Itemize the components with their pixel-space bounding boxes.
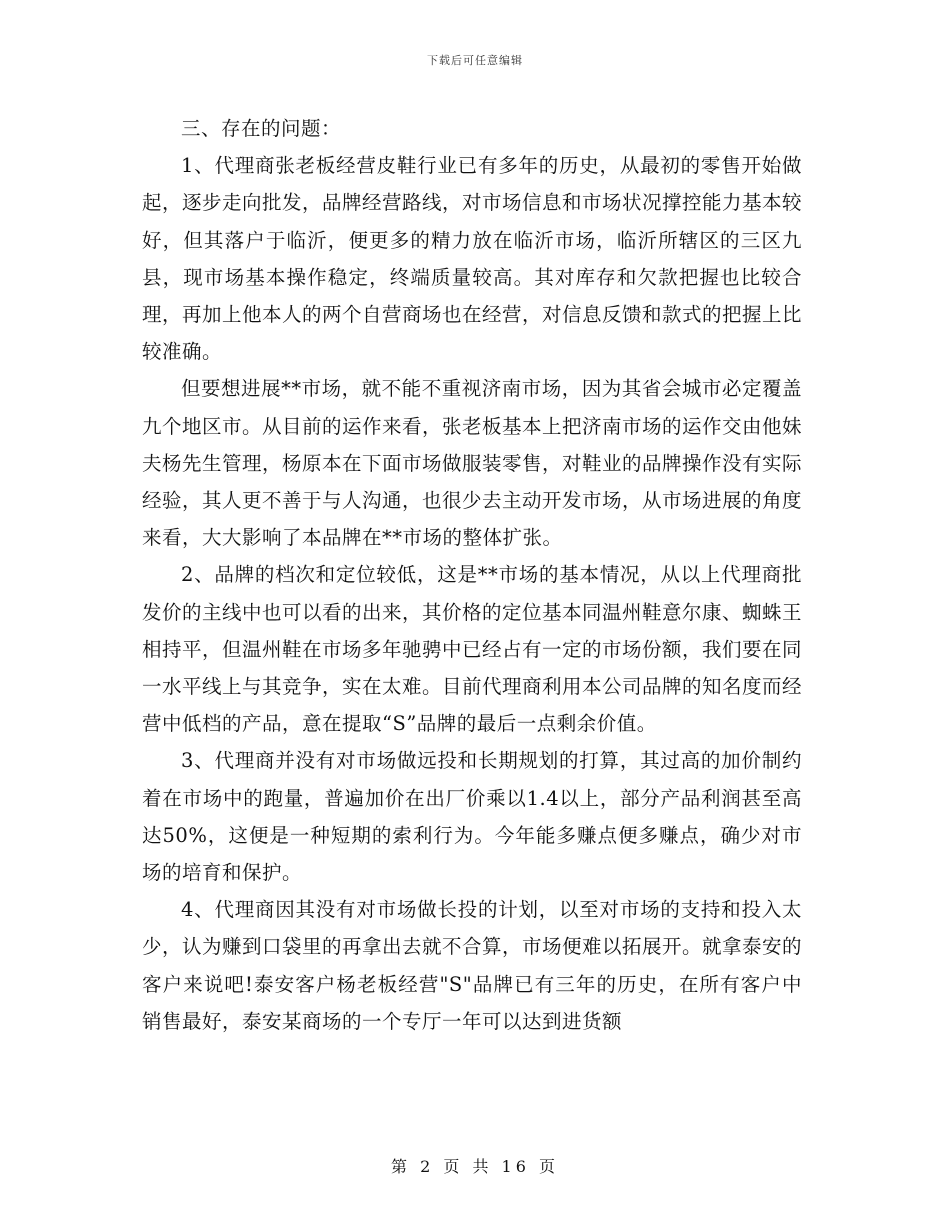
paragraph-5: 4、代理商因其没有对市场做长投的计划，以至对市场的支持和投入太少，认为赚到口袋里的再拿出去就不合算，市场便难以拓展开。就拿泰安的客户来说吧!泰安客户杨老板经营"S"品牌已有三年的历史，在所有客户中销售最好，泰安某商场的一个专厅一年可以达到进货额: [142, 898, 803, 1033]
section-title: 三、存在的问题：: [181, 117, 342, 140]
paragraph-1: 1、代理商张老板经营皮鞋行业已有多年的历史，从最初的零售开始做起，逐步走向批发，品牌经营路线，对市场信息和市场状况撑控能力基本较好，但其落户于临沂，便更多的精力放在临沂市场，临沂所辖区的三区九县，现市场基本操作稳定，终端质量较高。其对库存和欠款把握也比较合理，再加上他本人的两个自营商场也在经营，对信息反馈和款式的把握上比较准确。: [142, 154, 803, 364]
paragraph-3: 2、品牌的档次和定位较低，这是**市场的基本情况，从以上代理商批发价的主线中也可以看的出来，其价格的定位基本同温州鞋意尔康、蜘蛛王相持平，但温州鞋在市场多年驰骋中已经占有一定的市场份额，我们要在同一水平线上与其竞争，实在太难。目前代理商利用本公司品牌的知名度而经营中低档的产品，意在提取“S”品牌的最后一点剩余价值。: [142, 563, 803, 736]
page-header: 下载后可任意编辑: [427, 54, 523, 67]
paragraph-2: 但要想进展**市场，就不能不重视济南市场，因为其省会城市必定覆盖九个地区市。从目前的运作来看，张老板基本上把济南市场的运作交由他妹夫杨先生管理，杨原本在下面市场做服装零售，对鞋业的品牌操作没有实际经验，其人更不善于与人沟通，也很少去主动开发市场，从市场进展的角度来看，大大影响了本品牌在**市场的整体扩张。: [142, 377, 803, 550]
page-number: 第 2 页 共 16 页: [391, 1157, 559, 1176]
paragraph-4: 3、代理商并没有对市场做远投和长期规划的打算，其过高的加价制约着在市场中的跑量，普遍加价在出厂价乘以1.4以上，部分产品利润甚至高达50%，这便是一种短期的索利行为。今年能多赚点便多赚点，确少对市场的培育和保护。: [142, 749, 802, 885]
document-body: [142, 110, 802, 1040]
